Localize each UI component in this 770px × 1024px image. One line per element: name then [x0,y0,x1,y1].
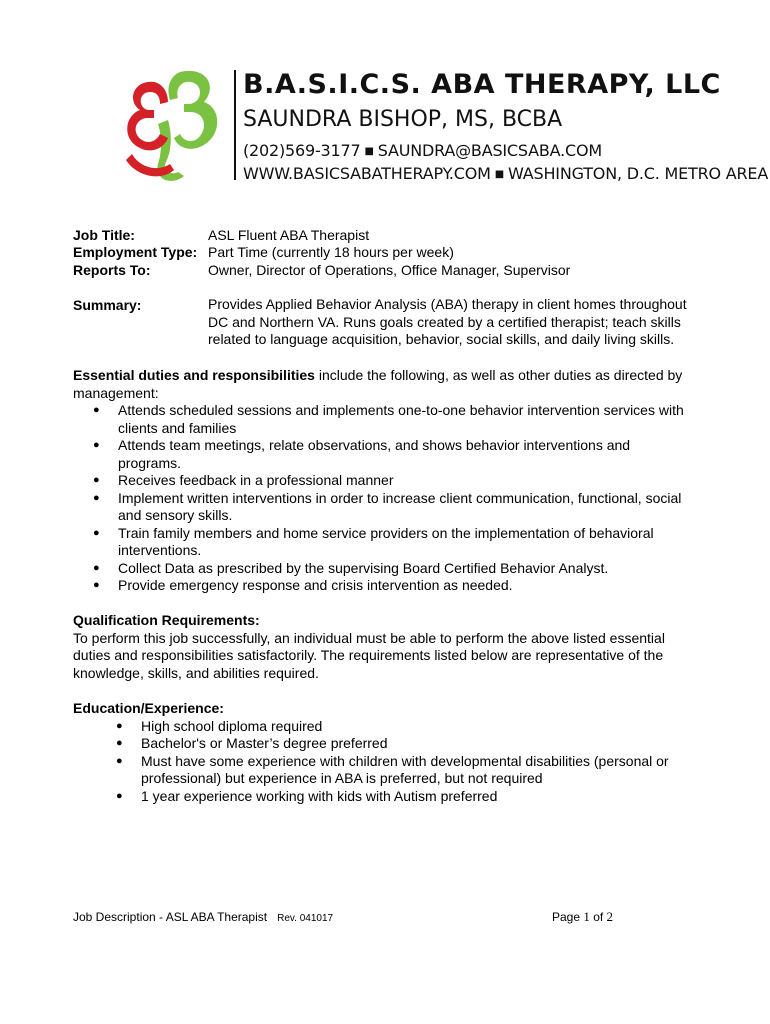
website: WWW.BASICSABATHERAPY.COM [243,164,491,183]
duties-intro [73,367,693,402]
duties-intro-text: include the following, as well as other duties as directed by management: [73,367,683,401]
summary-text: Provides Applied Behavior Analysis (ABA) therapy in client homes throughout DC and Northern VA. Runs goals created by a certified therapist; teach skills related to language acquisition, behavior, social skills, and daily living skills. [208,296,687,347]
footer-doc-title [73,909,333,927]
reports-to-value: Owner, Director of Operations, Office Manager, Supervisor [208,262,571,278]
summary-label: Summary: [73,297,142,313]
list-item: ● Receives feedback in a professional manner [73,472,693,490]
list-item: ● High school diploma required [73,718,693,736]
company-name: B.A.S.I.C.S. ABA THERAPY, LLC [243,69,721,100]
logo-divider [234,70,236,180]
contact-line [243,140,768,163]
page-current: 1 [583,909,590,924]
owner-name: SAUNDRA BISHOP, MS, BCBA [243,107,563,132]
education-heading: Education/Experience: [73,700,224,716]
list-item: ● 1 year experience working with kids with Autism preferred [73,788,693,806]
page-number [552,909,613,925]
page-total: 2 [606,909,614,924]
duties-list [73,402,693,595]
email-address: SAUNDRA@BASICSABA.COM [377,141,602,160]
service-area: WASHINGTON, D.C. METRO AREA [508,164,769,183]
reports-to-label: Reports To: [73,262,151,278]
page-word: Page [552,910,584,924]
square-separator-icon: ■ [364,146,374,157]
list-item: ● Provide emergency response and crisis intervention as needed. [73,577,693,595]
list-item: ● Train family members and home service providers on the implementation of behavioral interventions. [73,525,693,560]
qualifications-heading: Qualification Requirements: [73,612,260,628]
phone-number: (202)569-3177 [243,141,361,160]
square-separator-icon: ■ [494,169,505,180]
basics-logo-mark [118,64,228,182]
qualifications-section [73,612,693,682]
job-title-value: ASL Fluent ABA Therapist [208,227,370,243]
company-letterhead [118,62,769,187]
list-item: ● Attends scheduled sessions and implements one-to-one behavior intervention services with clients and families [73,402,693,437]
list-item: ● Implement written interventions in order to increase client communication, functional, social and sensory skills. [73,490,693,525]
web-line [243,163,768,186]
revision: Rev. 041017 [277,913,334,924]
employment-type-label: Employment Type: [73,244,198,260]
list-item: ● Attends team meetings, relate observations, and shows behavior interventions and programs. [73,437,693,472]
employment-type-value: Part Time (currently 18 hours per week) [208,244,454,260]
letterhead-text [243,68,768,186]
list-item: ● Must have some experience with children with developmental disabilities (personal or professional) but experience in ABA is preferred, but not required [73,753,693,788]
list-item: ● Bachelor's or Master’s degree preferred [73,735,693,753]
duties-heading: Essential duties and responsibilities [73,367,315,383]
qualifications-text: To perform this job successfully, an individual must be able to perform the above listed essential duties and responsibilities satisfactorily. The requirements listed below are representative of the knowledge, skills, and abilities required. [73,629,665,681]
list-item: ● Collect Data as prescribed by the supervising Board Certified Behavior Analyst. [73,560,693,578]
education-list [73,718,693,806]
job-title-label: Job Title: [73,227,135,243]
doc-title: Job Description - ASL ABA Therapist [73,910,268,924]
duties-section [73,367,693,595]
education-section [73,700,693,805]
of-word: of [589,910,607,924]
